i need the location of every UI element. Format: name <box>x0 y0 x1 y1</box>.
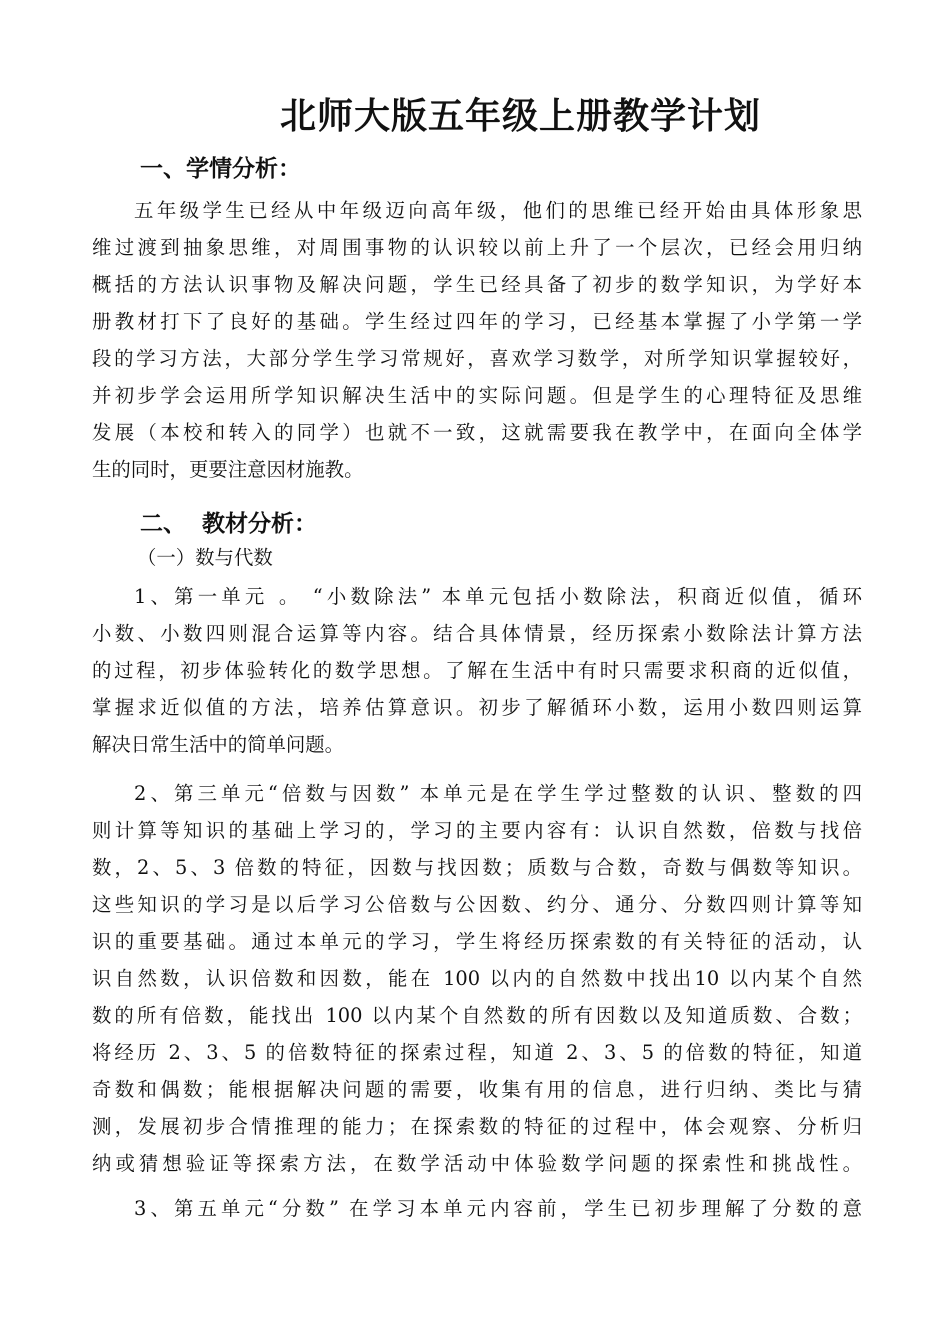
paragraph-line: 五年级学生已经从中年级迈向高年级，他们的思维已经开始由具体形象思 <box>134 199 862 222</box>
page-title: 北师大版五年级上册教学计划 <box>280 96 762 137</box>
paragraph-line: 识的重要基础。通过本单元的学习，学生将经历探索数的有关特征的活动，认 <box>92 930 862 953</box>
paragraph-line: 3、第五单元“分数” 在学习本单元内容前，学生已初步理解了分数的意 <box>134 1197 862 1220</box>
paragraph-line: 掌握求近似值的方法，培养估算意识。初步了解循环小数，运用小数四则运算 <box>92 696 862 719</box>
paragraph-line: 概括的方法认识事物及解决问题，学生已经具备了初步的数学知识，为学好本 <box>92 273 862 296</box>
paragraph-line: 奇数和偶数；能根据解决问题的需要，收集有用的信息，进行归纳、类比与猜 <box>92 1078 862 1101</box>
paragraph-line: 册教材打下了良好的基础。学生经过四年的学习，已经基本掌握了小学第一学 <box>92 310 862 333</box>
paragraph-line: 解决日常生活中的简单问题。 <box>92 733 345 756</box>
section-heading-textbook-analysis: 二、 教材分析： <box>140 511 318 537</box>
paragraph-line: 这些知识的学习是以后学习公倍数与公因数、约分、通分、分数四则计算等知 <box>92 893 862 916</box>
paragraph-line: 的过程，初步体验转化的数学思想。了解在生活中有时只需要求积商的近似值， <box>92 659 862 682</box>
paragraph-line: 并初步学会运用所学知识解决生活中的实际问题。但是学生的心理特征及思维 <box>92 384 862 407</box>
paragraph-line: 则计算等知识的基础上学习的，学习的主要内容有：认识自然数，倍数与找倍 <box>92 819 862 842</box>
paragraph-line: 2、第三单元“倍数与因数” 本单元是在学生学过整数的认识、整数的四 <box>134 782 862 805</box>
subsection-heading-numbers-algebra: （一）数与代数 <box>137 546 273 569</box>
paragraph-line: 识自然数，认识倍数和因数，能在 100 以内的自然数中找出10 以内某个自然 <box>92 967 862 990</box>
paragraph-line: 维过渡到抽象思维，对周围事物的认识较以前上升了一个层次，已经会用归纳 <box>92 236 862 259</box>
section-heading-student-analysis: 一、学情分析： <box>140 156 301 182</box>
paragraph-line: 发展（本校和转入的同学）也就不一致，这就需要我在教学中，在面向全体学 <box>92 421 862 444</box>
paragraph-line: 生的同时，更要注意因材施教。 <box>92 458 364 481</box>
paragraph-line: 测，发展初步合情推理的能力；在探索数的特征的过程中，体会观察、分析归 <box>92 1115 862 1138</box>
paragraph-line: 1、第一单元 。 “小数除法” 本单元包括小数除法，积商近似值，循环 <box>134 585 862 608</box>
paragraph-line: 段的学习方法，大部分学生学习常规好，喜欢学习数学，对所学知识掌握较好， <box>92 347 862 370</box>
paragraph-line: 小数、小数四则混合运算等内容。结合具体情景，经历探索小数除法计算方法 <box>92 622 862 645</box>
paragraph-line: 数的所有倍数，能找出 100 以内某个自然数的所有因数以及知道质数、合数； <box>92 1004 862 1027</box>
paragraph-line: 纳或猜想验证等探索方法，在数学活动中体验数学问题的探索性和挑战性。 <box>92 1152 862 1175</box>
paragraph-line: 将经历 2、3、5 的倍数特征的探索过程，知道 2、3、5 的倍数的特征，知道 <box>92 1041 862 1064</box>
paragraph-line: 数，2、5、3 倍数的特征，因数与找因数；质数与合数，奇数与偶数等知识。 <box>92 856 862 879</box>
